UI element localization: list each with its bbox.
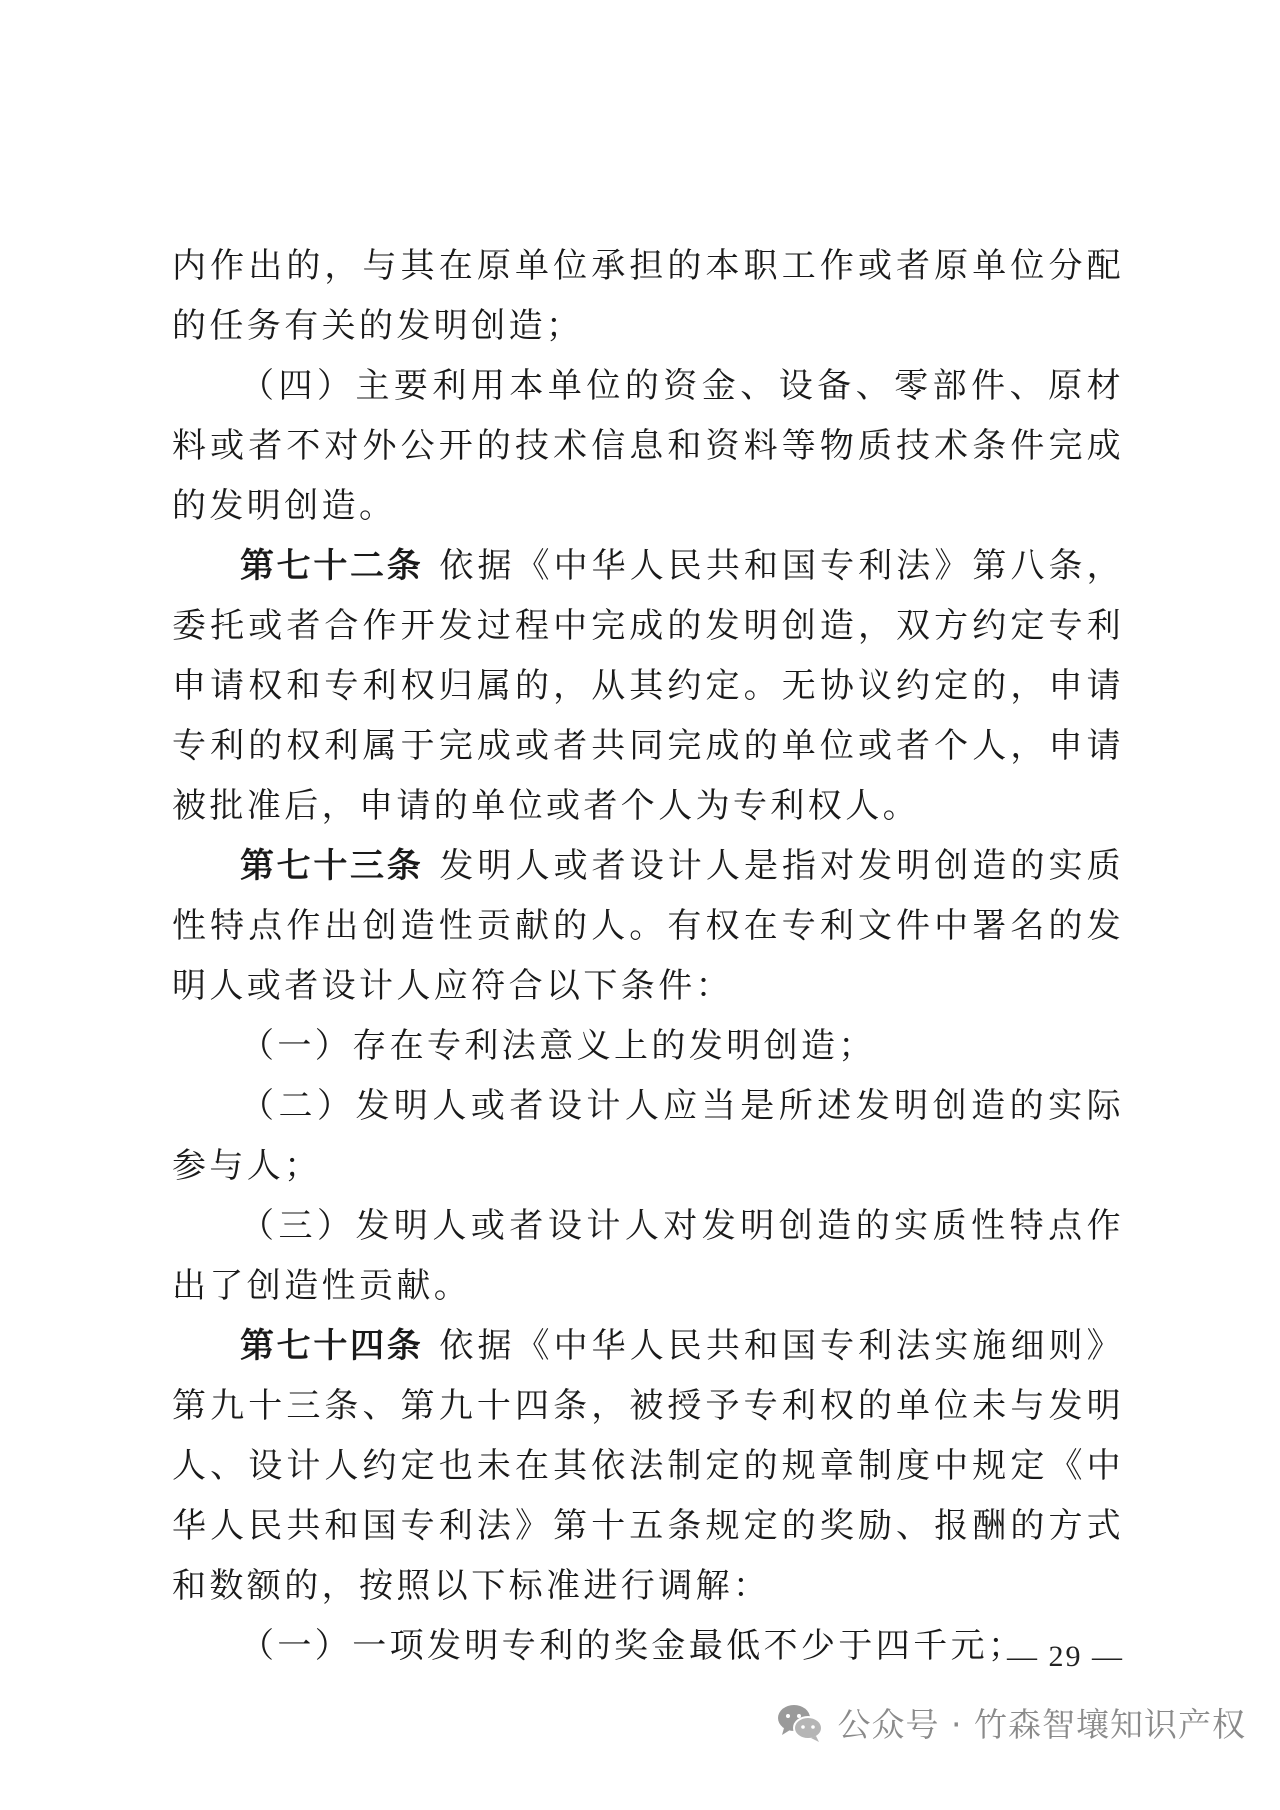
paragraph-text: 依据《中华人民共和国专利法》第八条，委托或者合作开发过程中完成的发明创造，双方约定专利申请权和专利权归属的，从其约定。无协议约定的，申请专利的权利属于完成或者共同完成的单位或者个人，申请被批准后，申请的单位或者个人为专利权人。 [172,546,1125,826]
list-item-3 [172,1196,1124,1316]
paragraph-text: 发明人或者设计人是指对发明创造的实质性特点作出创造性贡献的人。有权在专利文件中署名的发明人或者设计人应符合以下条件： [172,846,1125,1006]
article-number: 第七十二条 [240,546,424,586]
paragraph-text: （二）发明人或者设计人应当是所述发明创造的实际参与人； [172,1086,1124,1186]
paragraph-text: （三）发明人或者设计人对发明创造的实质性特点作出了创造性贡献。 [172,1206,1124,1306]
paragraph-text: （一）存在专利法意义上的发明创造； [240,1026,876,1066]
article-72 [172,536,1124,836]
paragraph-1 [172,236,1124,356]
paragraph-text: 内作出的，与其在原单位承担的本职工作或者原单位分配的任务有关的发明创造； [172,246,1124,346]
article-74 [172,1316,1124,1616]
document-body [172,236,1124,1676]
list-item-2 [172,1076,1124,1196]
watermark [776,1699,1246,1746]
paragraph-text: （一）一项发明专利的奖金最低不少于四千元； [240,1626,1026,1666]
paragraph-text: （四）主要利用本单位的资金、设备、零部件、原材料或者不对外公开的技术信息和资料等物质技术条件完成的发明创造。 [172,366,1124,526]
paragraph-2 [172,356,1124,536]
page-number: — 29 — [1007,1640,1124,1673]
list-item-4 [172,1616,1124,1676]
paragraph-text: 依据《中华人民共和国专利法实施细则》第九十三条、第九十四条，被授予专利权的单位未与发明人、设计人约定也未在其依法制定的规章制度中规定《中华人民共和国专利法》第十五条规定的奖励、报酬的方式和数额的，按照以下标准进行调解： [172,1326,1125,1606]
watermark-text: 公众号 · 竹森智壤知识产权 [837,1705,1246,1744]
article-number: 第七十四条 [240,1326,424,1366]
wechat-icon [776,1702,824,1744]
list-item-1 [172,1016,1124,1076]
article-number: 第七十三条 [240,846,424,886]
article-73 [172,836,1124,1016]
